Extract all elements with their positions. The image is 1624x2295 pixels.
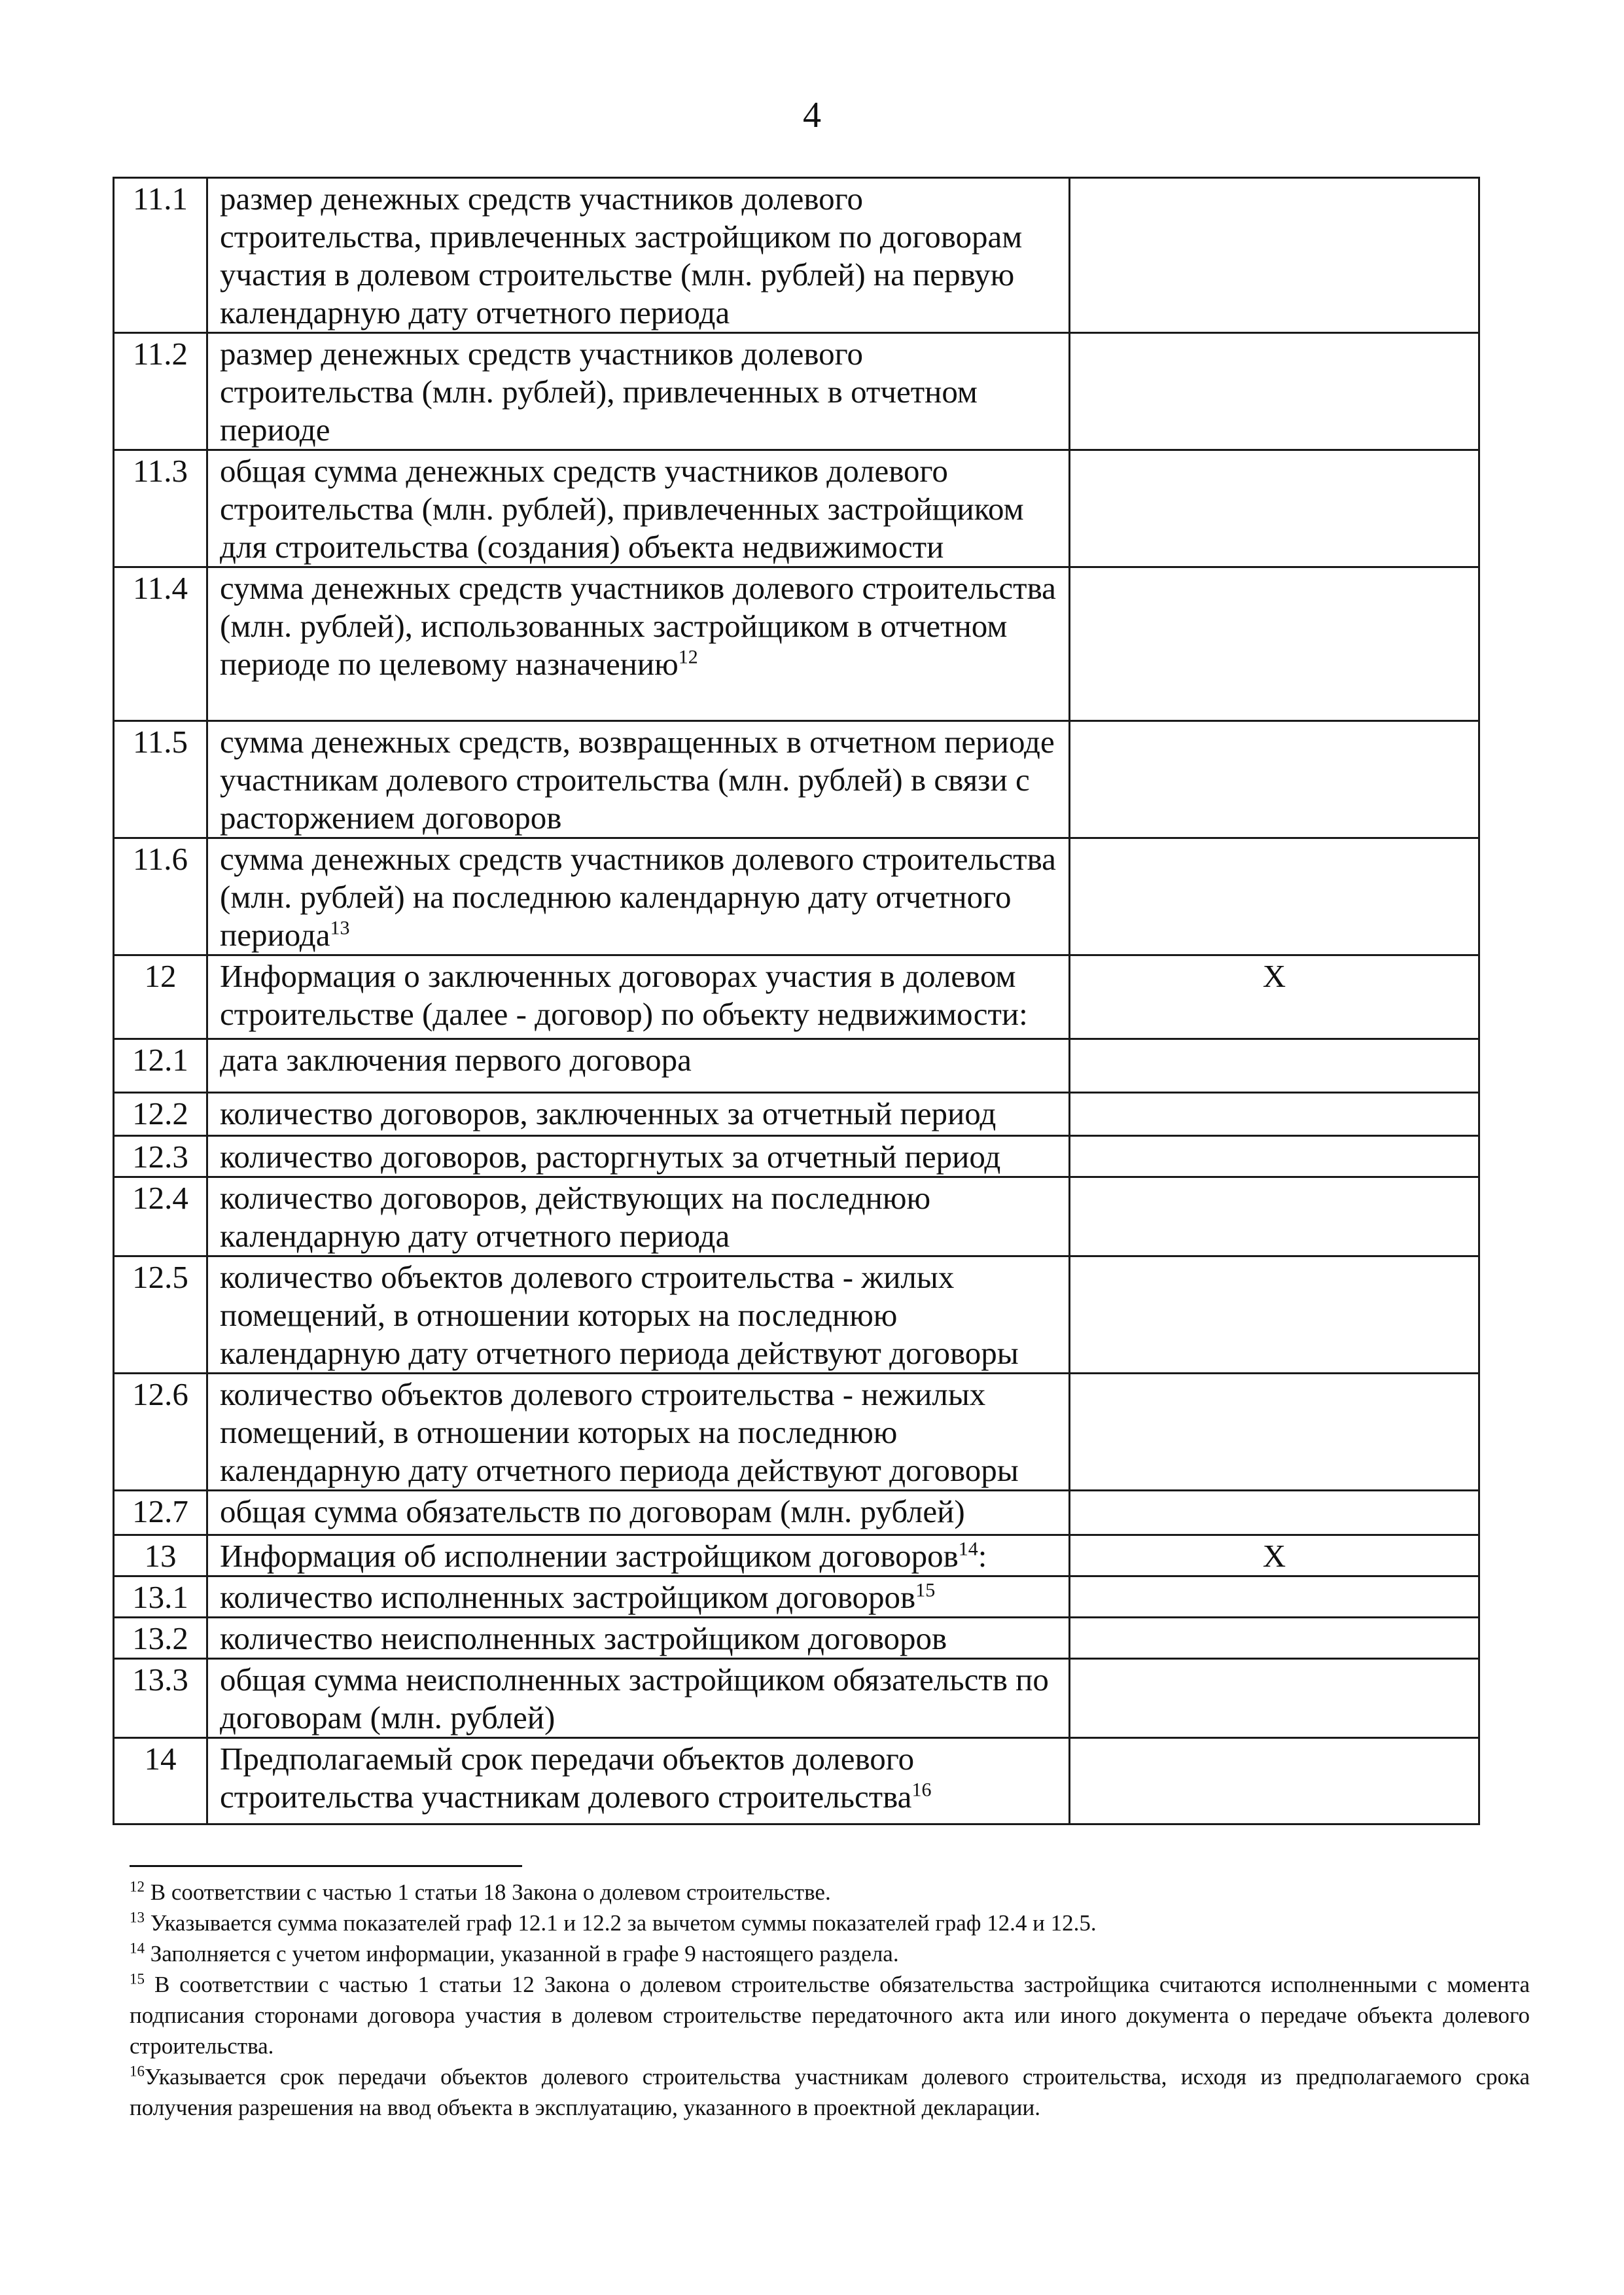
- row-description-text: количество неисполненных застройщиком договоров: [220, 1620, 947, 1656]
- table-row: [114, 450, 1479, 567]
- row-number: 12.7: [114, 1491, 207, 1535]
- table-row: [114, 1576, 1479, 1618]
- row-description-text: общая сумма неисполненных застройщиком обязательств по договорам (млн. рублей): [220, 1662, 1049, 1735]
- row-value-cell: [1070, 1738, 1479, 1824]
- page-number: 4: [803, 95, 821, 135]
- report-table: [113, 177, 1480, 1825]
- row-value-cell: [1070, 1256, 1479, 1374]
- row-value-cell: [1070, 567, 1479, 721]
- table-row: [114, 1738, 1479, 1824]
- row-description: [207, 1177, 1070, 1256]
- row-description: [207, 567, 1070, 721]
- table-row: [114, 567, 1479, 721]
- footnote: [130, 1908, 1530, 1938]
- footnote: [130, 1938, 1530, 1969]
- row-description: [207, 1659, 1070, 1738]
- row-description-text: количество договоров, заключенных за отчетный период: [220, 1095, 997, 1131]
- row-number: 12.1: [114, 1039, 207, 1093]
- row-description-text: количество договоров, действующих на последнюю календарную дату отчетного периода: [220, 1180, 931, 1254]
- row-value-cell: [1070, 1576, 1479, 1618]
- row-value-cell: [1070, 1659, 1479, 1738]
- row-description: [207, 1535, 1070, 1576]
- table-row: [114, 178, 1479, 333]
- row-value-cell: [1070, 450, 1479, 567]
- row-number: 11.1: [114, 178, 207, 333]
- row-number: 11.2: [114, 333, 207, 450]
- row-description-text: общая сумма обязательств по договорам (млн. рублей): [220, 1493, 965, 1529]
- row-description: [207, 838, 1070, 955]
- row-value-cell: [1070, 1374, 1479, 1491]
- row-description: [207, 333, 1070, 450]
- footnote-separator: [130, 1865, 522, 1867]
- table-row: [114, 1374, 1479, 1491]
- table-row: [114, 1659, 1479, 1738]
- row-value-cell: [1070, 838, 1479, 955]
- row-description: [207, 955, 1070, 1039]
- row-number: 14: [114, 1738, 207, 1824]
- row-number: 13: [114, 1535, 207, 1576]
- row-description-text: Информация об исполнении застройщиком договоров: [220, 1538, 959, 1574]
- row-description: [207, 1256, 1070, 1374]
- table-row: [114, 1093, 1479, 1136]
- row-number: 13.2: [114, 1618, 207, 1659]
- footnote-reference: 15: [915, 1579, 936, 1601]
- row-description-text: количество объектов долевого строительства - жилых помещений, в отношении которых на последнюю календарную дату отчетного периода действуют договоры: [220, 1259, 1019, 1371]
- footnotes: [130, 1877, 1530, 2123]
- table-row: [114, 1618, 1479, 1659]
- row-value-cell: X: [1070, 1535, 1479, 1576]
- row-description-tail: :: [978, 1538, 987, 1574]
- row-description-text: размер денежных средств участников долевого строительства, привлеченных застройщиком по договорам участия в долевом строительстве (млн. рублей) на первую календарную дату отчетного периода: [220, 181, 1023, 330]
- row-description-text: сумма денежных средств, возвращенных в отчетном периоде участникам долевого строительства (млн. рублей) в связи с расторжением договоров: [220, 724, 1055, 836]
- row-description-text: количество исполненных застройщиком договоров: [220, 1579, 916, 1615]
- footnote-reference: 13: [330, 917, 350, 939]
- row-value-cell: [1070, 1177, 1479, 1256]
- table-row: [114, 1177, 1479, 1256]
- row-description-text: общая сумма денежных средств участников долевого строительства (млн. рублей), привлеченных застройщиком для строительства (создания) объекта недвижимости: [220, 453, 1024, 565]
- row-description-text: Информация о заключенных договорах участия в долевом строительстве (далее - договор) по объекту недвижимости:: [220, 958, 1028, 1032]
- row-number: 12: [114, 955, 207, 1039]
- row-number: 12.6: [114, 1374, 207, 1491]
- row-value-cell: [1070, 1093, 1479, 1136]
- table-row: [114, 1136, 1479, 1177]
- footnote-number: 16: [130, 2063, 145, 2080]
- footnote-number: 15: [130, 1970, 145, 1987]
- row-number: 11.6: [114, 838, 207, 955]
- footnote-text: Заполняется с учетом информации, указанной в графе 9 настоящего раздела.: [145, 1941, 899, 1966]
- table-row: [114, 1491, 1479, 1535]
- footnote-reference: 16: [911, 1779, 932, 1801]
- row-description: [207, 721, 1070, 838]
- table-row: [114, 721, 1479, 838]
- footnote-text: Указывается срок передачи объектов долевого строительства участникам долевого строительства, исходя из предполагаемого срока получения разрешения на ввод объекта в эксплуатацию, указанного в проектной декларации.: [130, 2064, 1530, 2120]
- footnote-text: Указывается сумма показателей граф 12.1 и 12.2 за вычетом суммы показателей граф 12.4 и 12.5.: [145, 1910, 1097, 1936]
- footnote-number: 14: [130, 1940, 145, 1957]
- row-description: [207, 178, 1070, 333]
- table-row: [114, 955, 1479, 1039]
- row-description-text: сумма денежных средств участников долевого строительства (млн. рублей) на последнюю календарную дату отчетного периода: [220, 841, 1056, 953]
- row-description-text: количество объектов долевого строительства - нежилых помещений, в отношении которых на последнюю календарную дату отчетного периода действуют договоры: [220, 1376, 1019, 1488]
- row-description: [207, 1618, 1070, 1659]
- footnote-number: 13: [130, 1909, 145, 1926]
- row-description: [207, 1136, 1070, 1177]
- footnote-reference: 12: [678, 646, 698, 668]
- footnote: [130, 1877, 1530, 1908]
- row-value-cell: [1070, 721, 1479, 838]
- table-row: [114, 1535, 1479, 1576]
- footnote-number: 12: [130, 1878, 145, 1895]
- row-number: 12.2: [114, 1093, 207, 1136]
- table-row: [114, 1039, 1479, 1093]
- row-value-cell: [1070, 1039, 1479, 1093]
- report-table-body: [114, 178, 1479, 1824]
- row-number: 11.3: [114, 450, 207, 567]
- footnote: [130, 2061, 1530, 2123]
- row-description: [207, 1491, 1070, 1535]
- row-description-text: Предполагаемый срок передачи объектов долевого строительства участникам долевого строительства: [220, 1741, 915, 1815]
- row-value-cell: [1070, 1136, 1479, 1177]
- row-value-cell: [1070, 1491, 1479, 1535]
- row-number: 11.5: [114, 721, 207, 838]
- row-description: [207, 1374, 1070, 1491]
- table-row: [114, 333, 1479, 450]
- row-number: 13.3: [114, 1659, 207, 1738]
- row-description: [207, 1738, 1070, 1824]
- row-value-cell: [1070, 178, 1479, 333]
- row-description-text: сумма денежных средств участников долевого строительства (млн. рублей), использованных застройщиком в отчетном периоде по целевому назначению: [220, 570, 1056, 682]
- table-row: [114, 1256, 1479, 1374]
- row-number: 13.1: [114, 1576, 207, 1618]
- row-description: [207, 450, 1070, 567]
- row-description-text: размер денежных средств участников долевого строительства (млн. рублей), привлеченных в отчетном периоде: [220, 336, 978, 448]
- row-number: 12.4: [114, 1177, 207, 1256]
- table-row: [114, 838, 1479, 955]
- row-value-cell: [1070, 1618, 1479, 1659]
- row-value-cell: X: [1070, 955, 1479, 1039]
- row-value-cell: [1070, 333, 1479, 450]
- row-number: 11.4: [114, 567, 207, 721]
- footnote-reference: 14: [958, 1538, 978, 1560]
- row-description: [207, 1093, 1070, 1136]
- footnote: [130, 1969, 1530, 2061]
- row-number: 12.3: [114, 1136, 207, 1177]
- row-description: [207, 1039, 1070, 1093]
- row-number: 12.5: [114, 1256, 207, 1374]
- row-description-text: дата заключения первого договора: [220, 1042, 692, 1078]
- row-description: [207, 1576, 1070, 1618]
- row-description-text: количество договоров, расторгнутых за отчетный период: [220, 1139, 1001, 1175]
- footnote-text: В соответствии с частью 1 статьи 18 Закона о долевом строительстве.: [145, 1879, 831, 1905]
- footnote-text: В соответствии с частью 1 статьи 12 Закона о долевом строительстве обязательства застройщика считаются исполненными с момента подписания сторонами договора участия в долевом строительстве передаточного акта или иного документа о передаче объекта долевого строительства.: [130, 1972, 1530, 2059]
